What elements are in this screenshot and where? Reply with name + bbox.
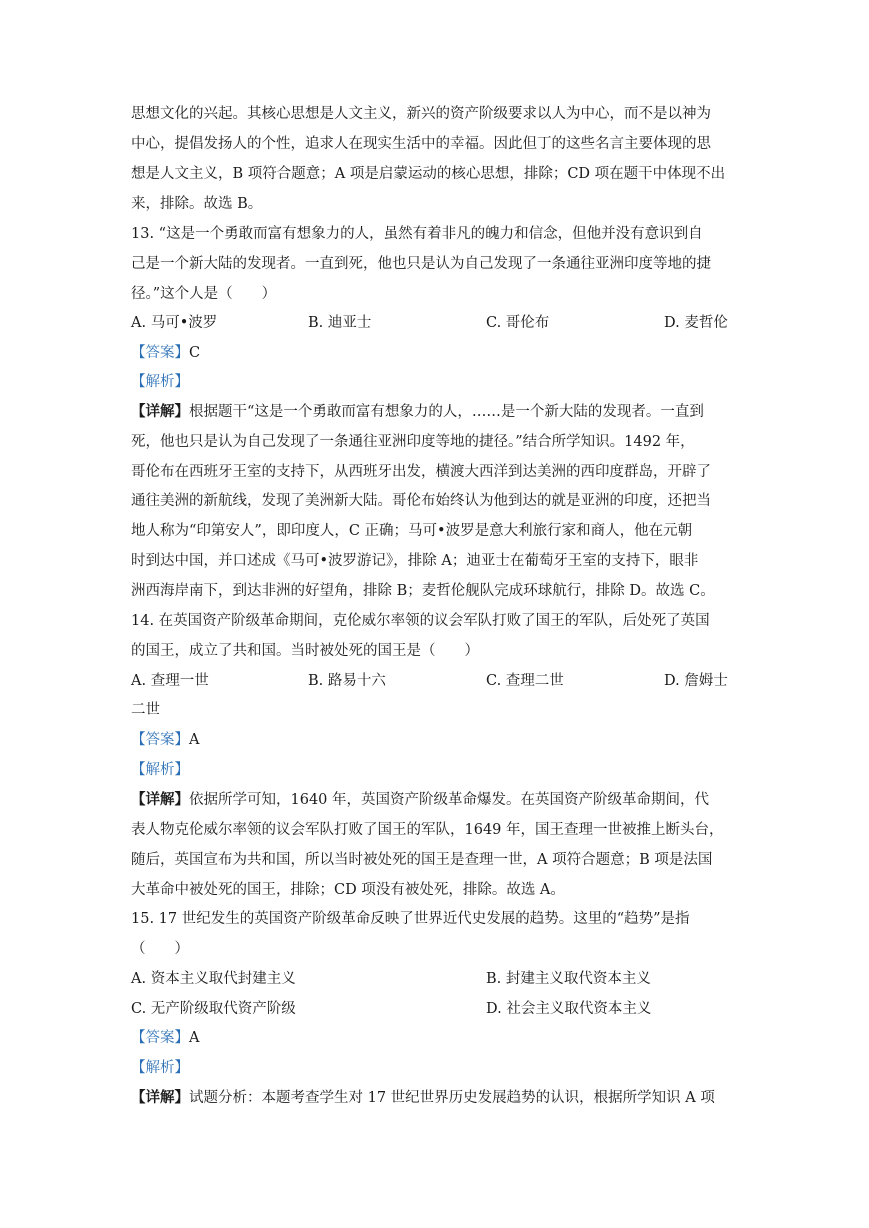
detail-tag: 【详解】: [131, 1089, 189, 1106]
analysis-tag: 【解析】: [131, 762, 189, 778]
q13-stem-line: 径。”这个人是（ ）: [131, 286, 277, 302]
intro-line: 思想文化的兴起。其核心思想是人文主义，新兴的资产阶级要求以人为中心，而不是以神为: [131, 106, 711, 122]
q13-detail-line: 死，他也只是认为自己发现了一条通往亚洲印度等地的捷径。”结合所学知识。1492 年，: [131, 434, 695, 450]
q14-option-d-wrap: 二世: [131, 702, 160, 718]
answer-tag: 【答案】: [131, 1030, 189, 1046]
q14-detail-line: 大革命中被处死的国王，排除；CD 项没有被处死，排除。故选 A。: [131, 882, 565, 898]
q15-analysis: [131, 1058, 739, 1078]
q13-stem-line: 己是一个新大陆的发现者。一直到死，他也只是认为自己发现了一条通往亚洲印度等地的捷: [131, 256, 711, 272]
q14-detail-line: [131, 790, 739, 810]
q15-stem-line: （ ）: [131, 941, 189, 957]
intro-line: 中心，提倡发扬人的个性，追求人在现实生活中的幸福。因此但丁的这些名言主要体现的思: [131, 136, 711, 152]
q13-option-c: C. 哥伦布: [486, 315, 550, 331]
q13-option-d: D. 麦哲伦: [664, 315, 728, 331]
answer-value: C: [189, 345, 201, 361]
q13-stem-line: 13. “这是一个勇敢而富有想象力的人，虽然有着非凡的魄力和信念，但他并没有意识到自: [131, 226, 703, 242]
q13-analysis: [131, 372, 739, 392]
q15-stem-line: 15. 17 世纪发生的英国资产阶级革命反映了世界近代史发展的趋势。这里的“趋势”是指: [131, 911, 690, 927]
q14-stem-line: 14. 在英国资产阶级革命期间，克伦威尔率领的议会军队打败了国王的军队，后处死了英国: [131, 613, 710, 629]
detail-text: 试题分析：本题考查学生对 17 世纪世界历史发展趋势的认识，根据所学知识 A 项: [189, 1090, 715, 1106]
q14-answer: [131, 730, 739, 750]
q13-detail-line: 时到达中国，并口述成《马可•波罗游记》，排除 A；迪亚士在葡萄牙王室的支持下，眼非: [131, 553, 699, 569]
q15-detail-line: [131, 1088, 739, 1108]
q15-option-c: C. 无产阶级取代资产阶级: [131, 1001, 296, 1017]
detail-tag: 【详解】: [131, 791, 189, 808]
answer-value: A: [189, 732, 200, 748]
q14-option-c: C. 查理二世: [486, 673, 564, 689]
q15-option-d: D. 社会主义取代资本主义: [486, 1001, 652, 1017]
q13-answer: [131, 343, 739, 363]
intro-line: 想是人文主义，B 项符合题意；A 项是启蒙运动的核心思想，排除；CD 项在题干中体现不出: [131, 166, 726, 182]
answer-tag: 【答案】: [131, 345, 189, 361]
q14-stem-line: 的国王，成立了共和国。当时被处死的国王是（ ）: [131, 643, 479, 659]
detail-text: 根据题干“这是一个勇敢而富有想象力的人，……是一个新大陆的发现者。一直到: [189, 404, 704, 420]
q14-detail-line: 随后，英国宣布为共和国，所以当时被处死的国王是查理一世，A 项符合题意；B 项是法国: [131, 852, 713, 868]
q13-option-a: A. 马可•波罗: [131, 315, 218, 331]
detail-text: 依据所学可知，1640 年，英国资产阶级革命爆发。在英国资产阶级革命期间，代: [189, 792, 710, 808]
analysis-tag: 【解析】: [131, 374, 189, 390]
q14-option-a: A. 查理一世: [131, 673, 209, 689]
q14-analysis: [131, 760, 739, 780]
intro-line: 来，排除。故选 B。: [131, 196, 263, 212]
analysis-tag: 【解析】: [131, 1060, 189, 1076]
q13-detail-line: [131, 402, 739, 422]
q14-option-d: D. 詹姆士: [664, 673, 728, 689]
q13-detail-line: 通往美洲的新航线，发现了美洲新大陆。哥伦布始终认为他到达的就是亚洲的印度，还把当: [131, 493, 711, 509]
q13-option-b: B. 迪亚士: [308, 315, 372, 331]
detail-tag: 【详解】: [131, 403, 189, 420]
q15-option-a: A. 资本主义取代封建主义: [131, 971, 296, 987]
q14-detail-line: 表人物克伦威尔率领的议会军队打败了国王的军队，1649 年，国王查理一世被推上断头台，: [131, 822, 724, 838]
q13-detail-line: 地人称为“印第安人”，即印度人，C 正确；马可•波罗是意大利旅行家和商人，他在元朝: [131, 523, 693, 539]
q15-answer: [131, 1028, 739, 1048]
q13-detail-line: 哥伦布在西班牙王室的支持下，从西班牙出发，横渡大西洋到达美洲的西印度群岛，开辟了: [131, 464, 711, 480]
answer-tag: 【答案】: [131, 732, 189, 748]
q14-option-b: B. 路易十六: [308, 673, 386, 689]
answer-value: A: [189, 1030, 200, 1046]
q13-detail-line: 洲西海岸南下，到达非洲的好望角，排除 B；麦哲伦舰队完成环球航行，排除 D。故选 C。: [131, 583, 715, 599]
q15-option-b: B. 封建主义取代资本主义: [486, 971, 651, 987]
